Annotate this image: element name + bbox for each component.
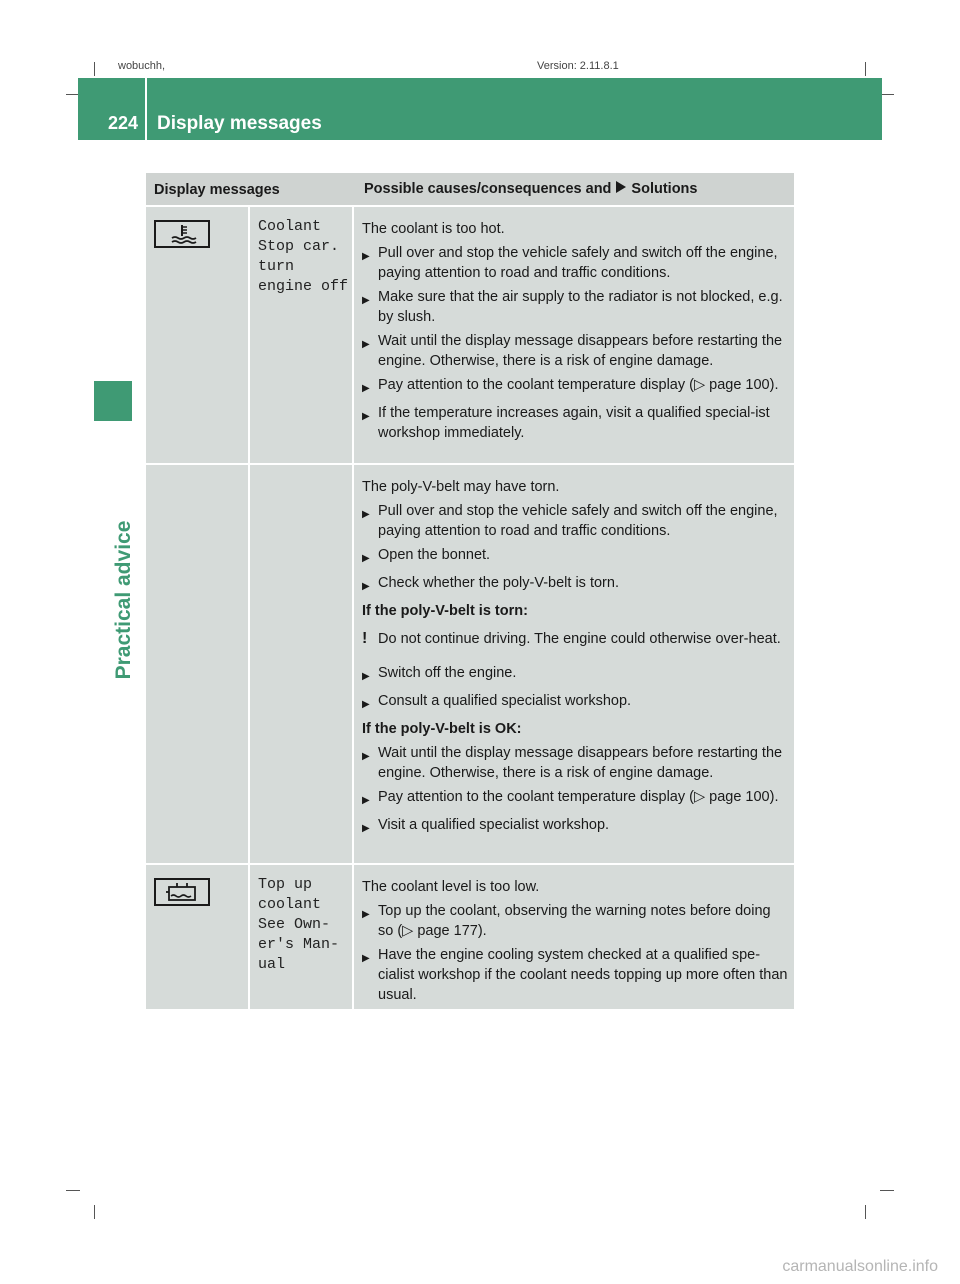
list-item [362,663,788,687]
arrow-right-icon: ▶ [362,909,370,920]
torn-heading: If the poly-V-belt is torn: [362,603,528,619]
message-line: engine off [258,278,349,295]
message-line: See Own- [258,916,331,933]
message-cell [250,207,352,463]
arrow-right-icon [616,172,626,206]
table-row [146,865,794,1009]
step-text: Make sure that the air supply to the radiator is not blocked, e.g. by slush. [378,289,783,325]
arrow-right-icon: ▶ [362,751,370,762]
list-item [362,815,788,839]
list-item [362,787,788,811]
header-solutions-label: Solutions [631,181,698,197]
header-display-messages: Display messages [154,182,280,198]
cause-text: The poly-V-belt may have torn. [362,479,560,495]
step-text[interactable]: Pay attention to the coolant temperature display (▷ page 100). [378,377,779,393]
message-cell [250,465,352,863]
header-divider [145,78,147,140]
header-solutions [356,173,794,205]
step-text: Switch off the engine. [378,665,517,681]
arrow-right-icon: ▶ [362,509,370,520]
arrow-right-icon: ▶ [362,295,370,306]
list-item [362,243,788,283]
side-label: Practical advice [112,520,135,680]
arrow-right-icon: ▶ [362,795,370,806]
step-text[interactable]: Pay attention to the coolant temperature display (▷ page 100). [378,789,779,805]
step-text: Wait until the display message disappears before restarting the engine. Otherwise, there is a risk of engine damage. [378,745,783,781]
step-text: Pull over and stop the vehicle safely and switch off the engine, paying attention to road and traffic conditions. [378,503,778,539]
arrow-right-icon: ▶ [362,383,370,394]
warning-note [362,629,788,649]
crop-mark [880,94,894,95]
step-text: Have the engine cooling system checked at a qualified spe-cialist workshop if the coolant needs topping up more often than usual. [378,947,788,1003]
list-item [362,691,788,715]
display-messages-table [146,173,794,1009]
warning-text: Do not continue driving. The engine could otherwise over-heat. [378,631,781,647]
solution-cell [354,865,794,1009]
list-item [362,743,788,783]
message-cell [250,865,352,1009]
list-item [362,375,788,399]
list-item [362,501,788,541]
step-text: Check whether the poly-V-belt is torn. [378,575,619,591]
step-text: Pull over and stop the vehicle safely and switch off the engine, paying attention to road and traffic conditions. [378,245,778,281]
step-text: Visit a qualified specialist workshop. [378,817,610,833]
step-text[interactable]: Top up the coolant, observing the warning notes before doing so (▷ page 177). [378,903,771,939]
arrow-right-icon: ▶ [362,581,370,592]
table-row [146,465,794,863]
crop-mark [94,62,95,76]
crop-mark [94,1205,95,1219]
page-number: 224 [108,113,139,133]
crop-mark [865,1205,866,1219]
header-causes-label: Possible causes/consequences and [364,181,612,197]
step-text: Wait until the display message disappears before restarting the engine. Otherwise, there is a risk of engine damage. [378,333,783,369]
slug-left: wobuchh, [118,60,166,72]
exclamation-icon: ! [362,630,368,647]
solution-cell [354,465,794,863]
arrow-right-icon: ▶ [362,553,370,564]
list-item [362,403,788,443]
list-item [362,331,788,371]
ok-heading: If the poly-V-belt is OK: [362,721,522,737]
side-tab [94,381,132,421]
message-line: coolant [258,896,322,913]
icon-cell [146,207,248,463]
list-item [362,573,788,597]
watermark: carmanualsonline.info [782,1258,938,1275]
list-item [362,287,788,327]
cause-text: The coolant level is too low. [362,879,540,895]
icon-cell [146,865,248,1009]
arrow-right-icon: ▶ [362,671,370,682]
arrow-right-icon: ▶ [362,251,370,262]
arrow-right-icon: ▶ [362,823,370,834]
message-line: turn [258,258,295,275]
section-title: Display messages [157,113,322,134]
coolant-temperature-icon [154,220,210,248]
message-line: er's Man- [258,936,340,953]
step-text: If the temperature increases again, visit a qualified special-ist workshop immediately. [378,405,770,441]
list-item [362,545,788,569]
table-header [146,173,794,205]
arrow-right-icon: ▶ [362,953,370,964]
crop-mark [66,1190,80,1191]
cause-text: The coolant is too hot. [362,221,505,237]
step-text: Consult a qualified specialist workshop. [378,693,632,709]
arrow-right-icon: ▶ [362,411,370,422]
list-item [362,901,788,941]
table-row [146,207,794,463]
arrow-right-icon: ▶ [362,699,370,710]
crop-mark [880,1190,894,1191]
step-text: Open the bonnet. [378,547,491,563]
coolant-level-icon [154,878,210,906]
icon-cell [146,465,248,863]
slug-right: Version: 2.11.8.1 [537,60,619,72]
message-line: Top up [258,876,313,893]
list-item [362,945,788,1005]
message-line: Stop car. [258,238,340,255]
message-line: ual [258,956,286,973]
solution-cell [354,207,794,463]
message-line: Coolant [258,218,322,235]
arrow-right-icon: ▶ [362,339,370,350]
crop-mark [865,62,866,76]
